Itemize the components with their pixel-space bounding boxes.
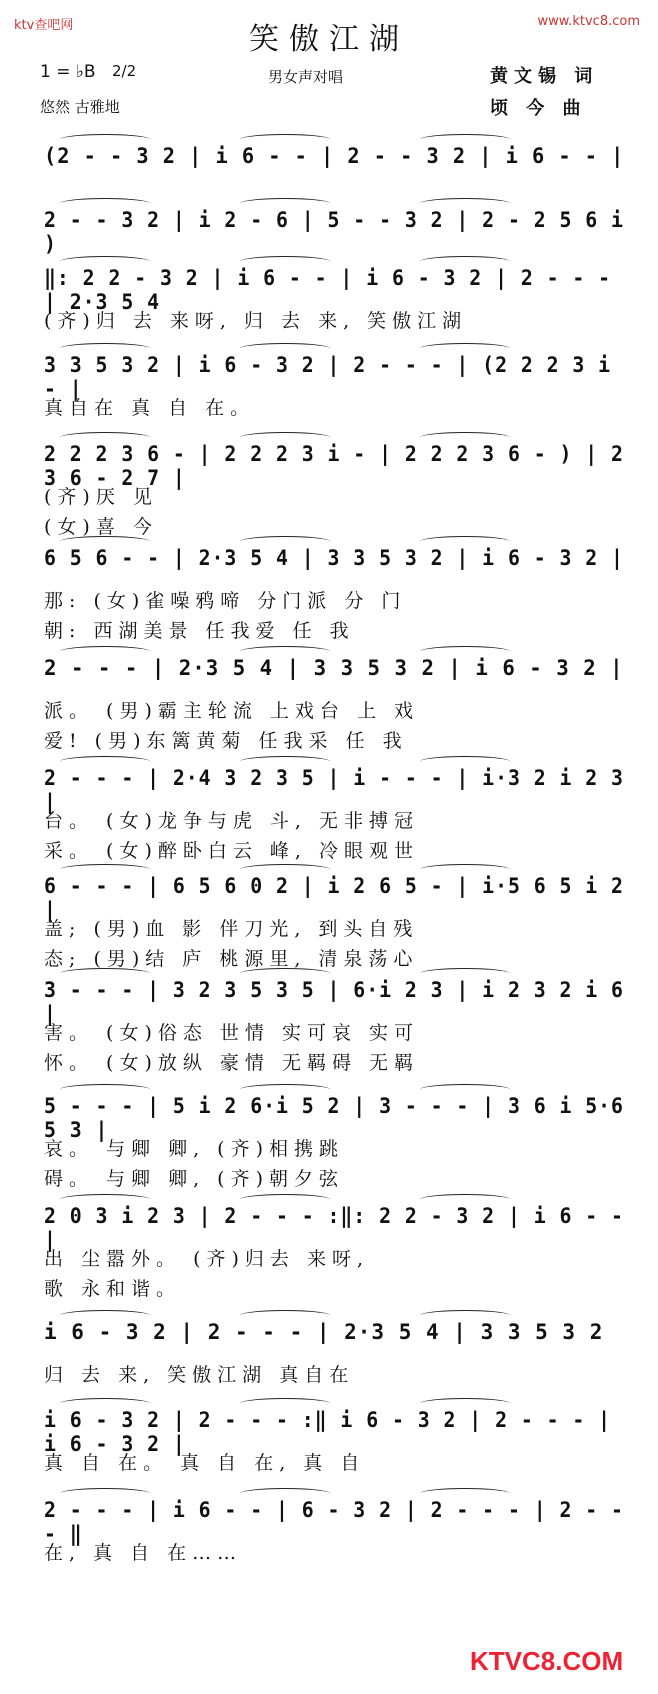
slur-arc xyxy=(60,864,150,875)
expression-mark: 悠然 古雅地 xyxy=(40,98,120,116)
slur-arc xyxy=(420,536,510,547)
time-signature: 2/2 xyxy=(112,62,137,80)
lyric-line: (女)喜 今 xyxy=(44,516,158,538)
slur-arc xyxy=(240,864,330,875)
performance-note: 男女声对唱 xyxy=(268,68,344,86)
slur-arc xyxy=(60,134,150,145)
slur-arc xyxy=(420,1398,510,1409)
lyric-line: 哀。 与卿 卿, (齐)相携跳 xyxy=(44,1138,344,1160)
slur-arc xyxy=(60,1398,150,1409)
song-title: 笑傲江湖 xyxy=(249,22,409,57)
slur-arc xyxy=(420,343,510,354)
slur-arc xyxy=(60,536,150,547)
slur-arc xyxy=(60,198,150,209)
slur-arc xyxy=(420,1194,510,1205)
lyric-line: 出 尘嚣外。 (齐)归去 来呀, xyxy=(44,1248,369,1270)
slur-arc xyxy=(420,1488,510,1499)
slur-arc xyxy=(240,198,330,209)
lyric-line: 碍。 与卿 卿, (齐)朝夕弦 xyxy=(44,1168,344,1190)
notation-line: i 6 - 3 2 | 2 - - - :‖ i 6 - 3 2 | 2 - - - | i 6 - 3 2 | xyxy=(44,1408,612,1456)
lyric-line: 真 自 在。 真 自 在, 真 自 xyxy=(44,1452,366,1474)
slur-arc xyxy=(240,1310,330,1321)
key-signature: 1 = ♭B xyxy=(40,62,96,82)
slur-arc xyxy=(240,536,330,547)
notation-line: 2 2 2 3 6 - | 2 2 2 3 i - | 2 2 2 3 6 - ) | 2 3 6 - 2 7 | xyxy=(44,442,624,490)
slur-arc xyxy=(420,756,510,767)
notation-line: ‖: 2 2 - 3 2 | i 6 - - | i 6 - 3 2 | 2 - - - | 2·3 5 4 xyxy=(44,266,612,314)
slur-arc xyxy=(240,134,330,145)
notation-line: 2 - - - | 2·4 3 2 3 5 | i - - - | i·3 2 i 2 3 | xyxy=(44,766,624,814)
slur-arc xyxy=(420,256,510,267)
slur-arc xyxy=(240,256,330,267)
slur-arc xyxy=(420,432,510,443)
slur-arc xyxy=(60,756,150,767)
lyric-line: 歌 永和谐。 xyxy=(44,1278,182,1300)
notation-line: 6 - - - | 6 5 6 0 2 | i 2 6 5 - | i·5 6 5 i 2 | xyxy=(44,874,624,922)
notation-line: 2 - - - | i 6 - - | 6 - 3 2 | 2 - - - | 2 - - - ‖ xyxy=(44,1498,624,1546)
slur-arc xyxy=(240,1398,330,1409)
slur-arc xyxy=(240,1488,330,1499)
lyric-line: 害。 (女)俗态 世情 实可哀 实可 xyxy=(44,1022,419,1044)
notation-line: 2 0 3 i 2 3 | 2 - - - :‖: 2 2 - 3 2 | i 6 - - | xyxy=(44,1204,624,1252)
slur-arc xyxy=(420,646,510,657)
lyric-line: 真自在 真 自 在。 xyxy=(44,397,256,419)
slur-arc xyxy=(420,198,510,209)
lyric-line: 盖; (男)血 影 伴刀光, 到头自残 xyxy=(44,918,419,940)
lyric-line: 在, 真 自 在…… xyxy=(44,1542,243,1564)
slur-arc xyxy=(240,1194,330,1205)
slur-arc xyxy=(240,1084,330,1095)
slur-arc xyxy=(420,864,510,875)
slur-arc xyxy=(420,1084,510,1095)
lyric-line: (齐)厌 见 xyxy=(44,486,158,508)
notation-line: (2 - - 3 2 | i 6 - - | 2 - - 3 2 | i 6 - - | xyxy=(44,144,625,168)
notation-line: 2 - - 3 2 | i 2 - 6 | 5 - - 3 2 | 2 - 2 5 6 i ) xyxy=(44,208,624,256)
slur-arc xyxy=(420,968,510,979)
slur-arc xyxy=(240,646,330,657)
slur-arc xyxy=(60,432,150,443)
slur-arc xyxy=(60,343,150,354)
lyric-line: 台。 (女)龙争与虎 斗, 无非搏冠 xyxy=(44,810,419,832)
slur-arc xyxy=(60,968,150,979)
composer-credit: 顷 今 曲 xyxy=(490,98,587,119)
slur-arc xyxy=(240,756,330,767)
slur-arc xyxy=(240,968,330,979)
lyric-line: 归 去 来, 笑傲江湖 真自在 xyxy=(44,1364,355,1386)
notation-line: 3 - - - | 3 2 3 5 3 5 | 6·i 2 3 | i 2 3 2 i 6 | xyxy=(44,978,624,1026)
lyric-line: 那: (女)雀噪鸦啼 分门派 分 门 xyxy=(44,590,407,612)
notation-line: 2 - - - | 2·3 5 4 | 3 3 5 3 2 | i 6 - 3 2 | xyxy=(44,656,624,680)
notation-line: 5 - - - | 5 i 2 6·i 5 2 | 3 - - - | 3 6 i 5·6 5 3 | xyxy=(44,1094,624,1142)
lyric-line: 爱! (男)东篱黄菊 任我采 任 我 xyxy=(44,730,408,752)
lyric-line: 怀。 (女)放纵 豪情 无羁碍 无羁 xyxy=(44,1052,419,1074)
lyric-line: 派。 (男)霸主轮流 上戏台 上 戏 xyxy=(44,700,419,722)
lyric-line: 采。 (女)醉卧白云 峰, 冷眼观世 xyxy=(44,840,419,862)
slur-arc xyxy=(420,1310,510,1321)
watermark-right: www.ktvc8.com xyxy=(537,14,640,29)
slur-arc xyxy=(60,1194,150,1205)
end-logo: KTVC8.COM xyxy=(470,1646,624,1676)
slur-arc xyxy=(60,256,150,267)
lyric-line: 态; (男)结 庐 桃源里, 清泉荡心 xyxy=(44,948,419,970)
slur-arc xyxy=(240,343,330,354)
watermark-left: ktv查吧网 xyxy=(14,18,74,33)
notation-line: 6 5 6 - - | 2·3 5 4 | 3 3 5 3 2 | i 6 - 3 2 | xyxy=(44,546,624,570)
slur-arc xyxy=(60,646,150,657)
slur-arc xyxy=(420,134,510,145)
lyric-line: 朝: 西湖美景 任我爱 任 我 xyxy=(44,620,355,642)
slur-arc xyxy=(60,1084,150,1095)
lyricist-credit: 黄文锡 词 xyxy=(490,66,599,87)
notation-line: i 6 - 3 2 | 2 - - - | 2·3 5 4 | 3 3 5 3 2 xyxy=(44,1320,604,1344)
lyric-line: (齐)归 去 来呀, 归 去 来, 笑傲江湖 xyxy=(44,310,468,332)
slur-arc xyxy=(240,432,330,443)
slur-arc xyxy=(60,1310,150,1321)
notation-line: 3 3 5 3 2 | i 6 - 3 2 | 2 - - - | (2 2 2 3 i - | xyxy=(44,353,612,401)
slur-arc xyxy=(60,1488,150,1499)
